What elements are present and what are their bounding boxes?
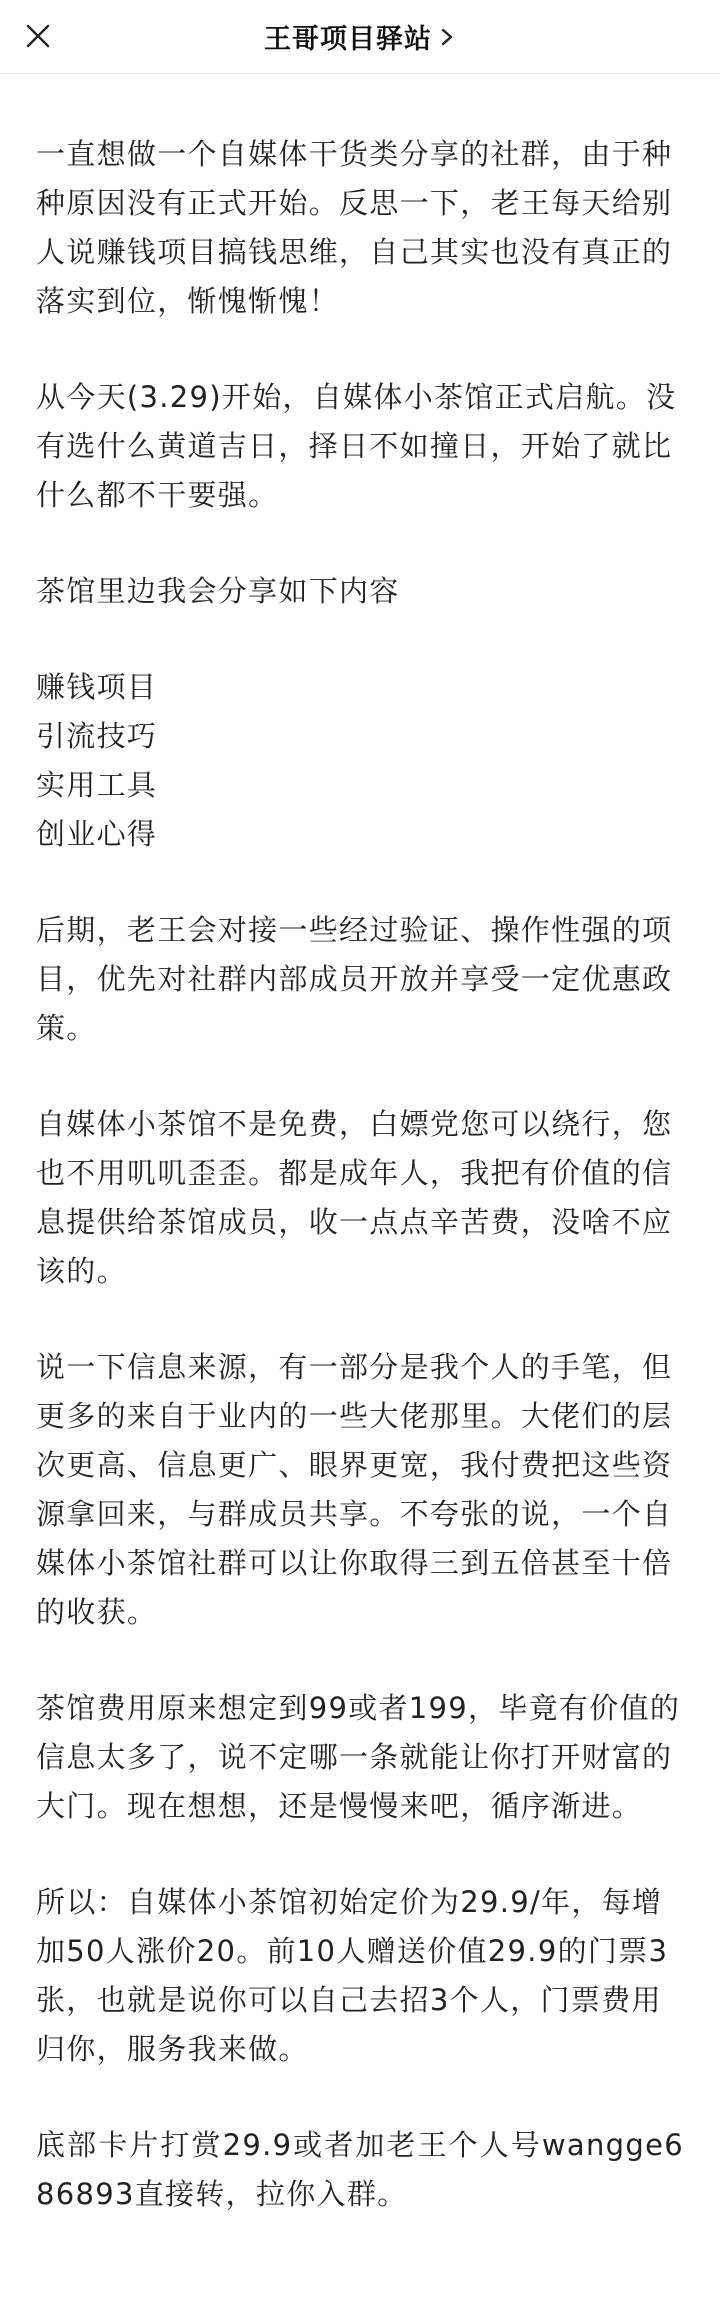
list-item: 引流技巧 [36,719,158,753]
close-button[interactable] [20,18,56,54]
close-icon [25,23,51,49]
content-list [36,663,684,859]
list-item: 实用工具 [36,768,158,802]
paragraph-join: 底部卡片打赏29.9或者加老王个人号wangge686893直接转，拉你入群。 [36,2128,684,2211]
paragraph-launch: 从今天(3.29)开始，自媒体小茶馆正式启航。没有选什么黄道吉日，择日不如撞日，开始了就比什么都不干要强。 [36,380,677,512]
account-title: 王哥项目驿站 [264,24,432,55]
paragraph-content-intro: 茶馆里边我会分享如下内容 [36,574,400,608]
paragraph-pricing: 所以：自媒体小茶馆初始定价为29.9/年，每增加50人涨价20。前10人赠送价值29.9的门票3张，也就是说你可以自己去招3个人，门票费用归你，服务我来做。 [36,1885,669,2066]
article-body [0,74,720,2219]
list-item: 赚钱项目 [36,670,158,704]
top-bar [0,0,720,74]
paragraph-intro: 一直想做一个自媒体干货类分享的社群，由于种种原因没有正式开始。反思一下，老王每天给别人说赚钱项目搞钱思维，自己其实也没有真正的落实到位，惭愧惭愧！ [36,137,673,318]
list-item: 创业心得 [36,817,158,851]
paragraph-not-free: 自媒体小茶馆不是免费，白嫖党您可以绕行，您也不用叽叽歪歪。都是成年人，我把有价值的信息提供给茶馆成员，收一点点辛苦费，没啥不应该的。 [36,1107,673,1288]
paragraph-fee: 茶馆费用原来想定到99或者199，毕竟有价值的信息太多了，说不定哪一条就能让你打开财富的大门。现在想想，还是慢慢来吧，循序渐进。 [36,1691,681,1823]
paragraph-sources: 说一下信息来源，有一部分是我个人的手笔，但更多的来自于业内的一些大佬那里。大佬们的层次更高、信息更广、眼界更宽，我付费把这些资源拿回来，与群成员共享。不夸张的说，一个自媒体小茶馆社群可以让你取得三到五倍甚至十倍的收获。 [36,1350,673,1629]
account-title-link[interactable] [264,17,456,56]
chevron-right-icon [438,28,456,46]
paragraph-later: 后期，老王会对接一些经过验证、操作性强的项目，优先对社群内部成员开放并享受一定优惠政策。 [36,913,673,1045]
